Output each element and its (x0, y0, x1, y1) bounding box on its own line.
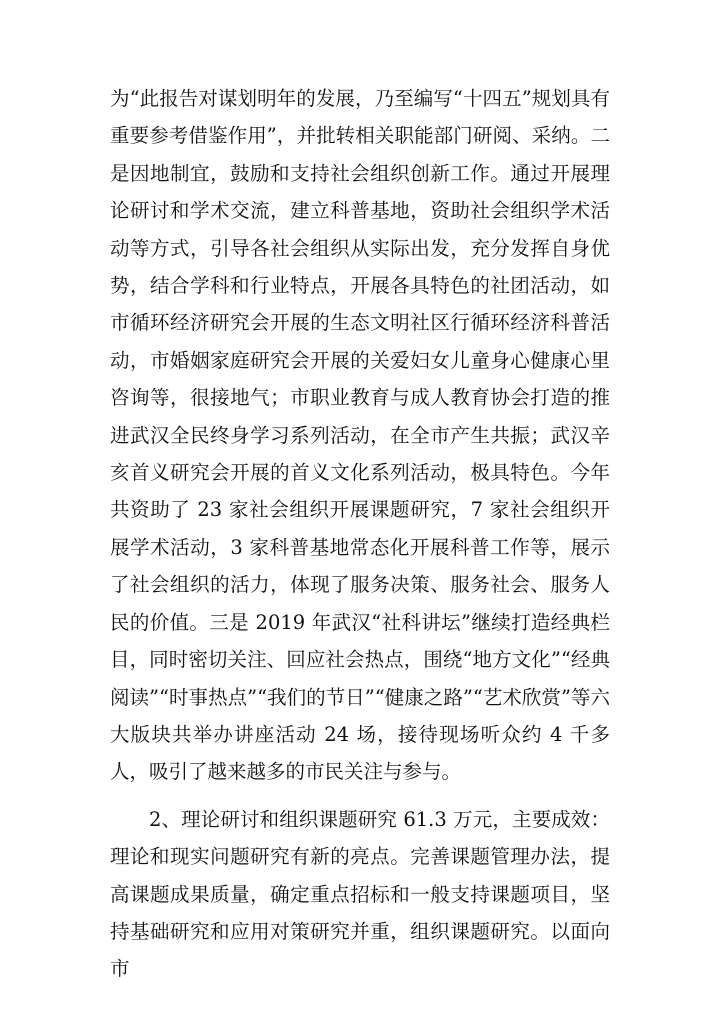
paragraph-social-organizations: 为“此报告对谋划明年的发展，乃至编写“十四五”规划具有重要参考借鉴作用”，并批转相关职能部门研阅、采纳。二是因地制宜，鼓励和支持社会组织创新工作。通过开展理论研讨和学术交流，建立科普基地，资助社会组织学术活动等方式，引导各社会组织从实际出发，充分发挥自身优势，结合学科和行业特点，开展各具特色的社团活动，如市循环经济研究会开展的生态文明社区行循环经济科普活动，市婚姻家庭研究会开展的关爱妇女儿童身心健康心里咨询等，很接地气；市职业教育与成人教育协会打造的推进武汉全民终身学习系列活动，在全市产生共振；武汉辛亥首义研究会开展的首义文化系列活动，极具特色。今年共资助了 23 家社会组织开展课题研究，7 家社会组织开展学术活动，3 家科普基地常态化开展科普工作等，展示了社会组织的活力，体现了服务决策、服务社会、服务人民的价值。三是 2019 年武汉“社科讲坛”继续打造经典栏目，同时密切关注、回应社会热点，围绕“地方文化”“经典阅读”“时事热点”“我们的节日”“健康之路”“艺术欣赏”等六大版块共举办讲座活动 24 场，接待现场听众约 4 千多人，吸引了越来越多的市民关注与参与。 (110, 87, 610, 784)
body-text (110, 80, 610, 988)
paragraph-research-funding: 2、理论研讨和组织课题研究 61.3 万元，主要成效：理论和现实问题研究有新的亮点。完善课题管理办法，提高课题成果质量，确定重点招标和一般支持课题项目，坚持基础研究和应用对策研究并重，组织课题研究。以面向市 (110, 807, 610, 981)
